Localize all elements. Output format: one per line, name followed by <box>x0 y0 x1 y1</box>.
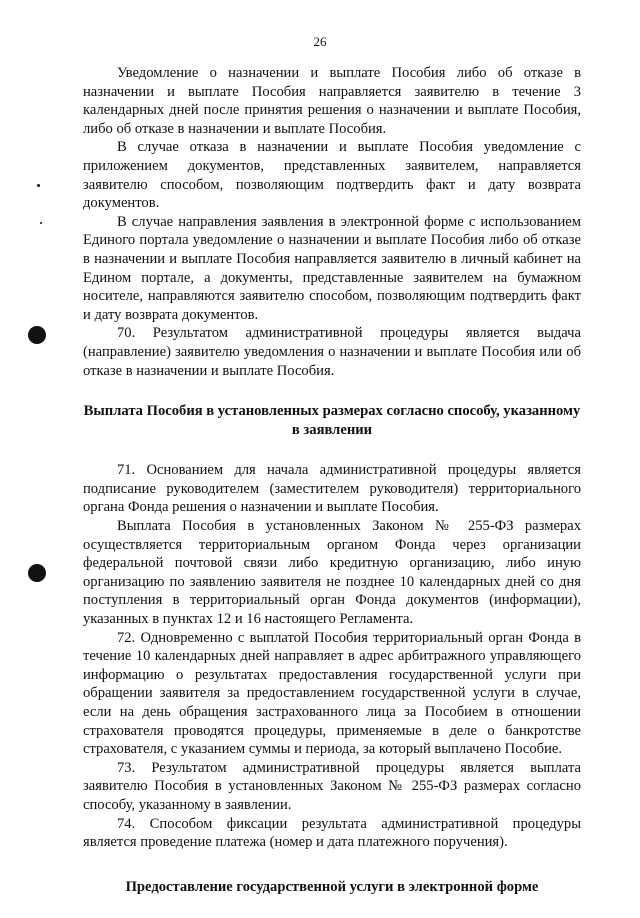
punch-hole-mark <box>28 326 46 344</box>
paragraph: 72. Одновременно с выплатой Пособия территориальный орган Фонда в течение 10 календарных дней направляет в адрес арбитражного управляющего информацию о результатах предоставления государственной услуги при обращении заявителя за предоставлением государственной услуги в случае, если на день обращения застрахованного лица за Пособием в отношении страхователя проводятся процедуры, применяемые в деле о банкротстве страхователя, с указанием суммы и периода, за который выплачено Пособие. <box>83 629 581 758</box>
paragraph: 73. Результатом административной процедуры является выплата заявителю Пособия в установленных Законом № 255-ФЗ размерах согласно способу, указанному в заявлении. <box>83 759 581 813</box>
paragraph: В случае направления заявления в электронной форме с использованием Единого портала уведомление о назначении и выплате Пособия либо об отказе в назначении и выплате Пособия направляется заявителю в личный кабинет на Едином портале, а документы, представленные заявителем на бумажном носителе, направляются заявителю способом, позволяющим подтвердить факт и дату возврата документов. <box>83 213 581 323</box>
punch-hole-mark <box>28 564 46 582</box>
paragraph: 70. Результатом административной процедуры является выдача (направление) заявителю уведомления о назначении и выплате Пособия или об отказе в назначении и выплате Пособия. <box>83 325 581 379</box>
speck-mark <box>40 222 42 224</box>
speck-mark <box>37 184 40 187</box>
section-heading-payment: Выплата Пособия в установленных размерах согласно способу, указанному в заявлении <box>83 403 581 438</box>
section-heading-electronic: Предоставление государственной услуги в электронной форме <box>125 878 539 895</box>
page-number: 26 <box>313 34 327 49</box>
paragraph: Уведомление о назначении и выплате Пособия либо об отказе в назначении и выплате Пособия направляется заявителю в течение 3 календарных дней после принятия решения о назначении и выплате Пособия, либо об отказе в назначении и выплате Пособия. <box>83 65 581 137</box>
document-body <box>83 64 581 918</box>
paragraph: 71. Основанием для начала административной процедуры является подписание руководителем (заместителем руководителя) территориального органа Фонда решения о назначении и выплате Пособия. <box>83 462 581 516</box>
paragraph: Выплата Пособия в установленных Законом № 255-ФЗ размерах осуществляется территориальным органом Фонда через организации федеральной почтовой связи либо кредитную организацию, либо иную организацию по заявлению заявителя не позднее 10 календарных дней со дня поступления в территориальный орган Фонда документов (информации), указанных в пунктах 12 и 16 настоящего Регламента. <box>83 518 581 628</box>
paragraph: В случае отказа в назначении и выплате Пособия уведомление с приложением документов, представленных заявителем, направляется заявителю способом, позволяющим подтвердить факт и дату возврата документов. <box>83 139 581 212</box>
paragraph: 74. Способом фиксации результата административной процедуры является проведение платежа (номер и дата платежного поручения). <box>83 815 581 851</box>
